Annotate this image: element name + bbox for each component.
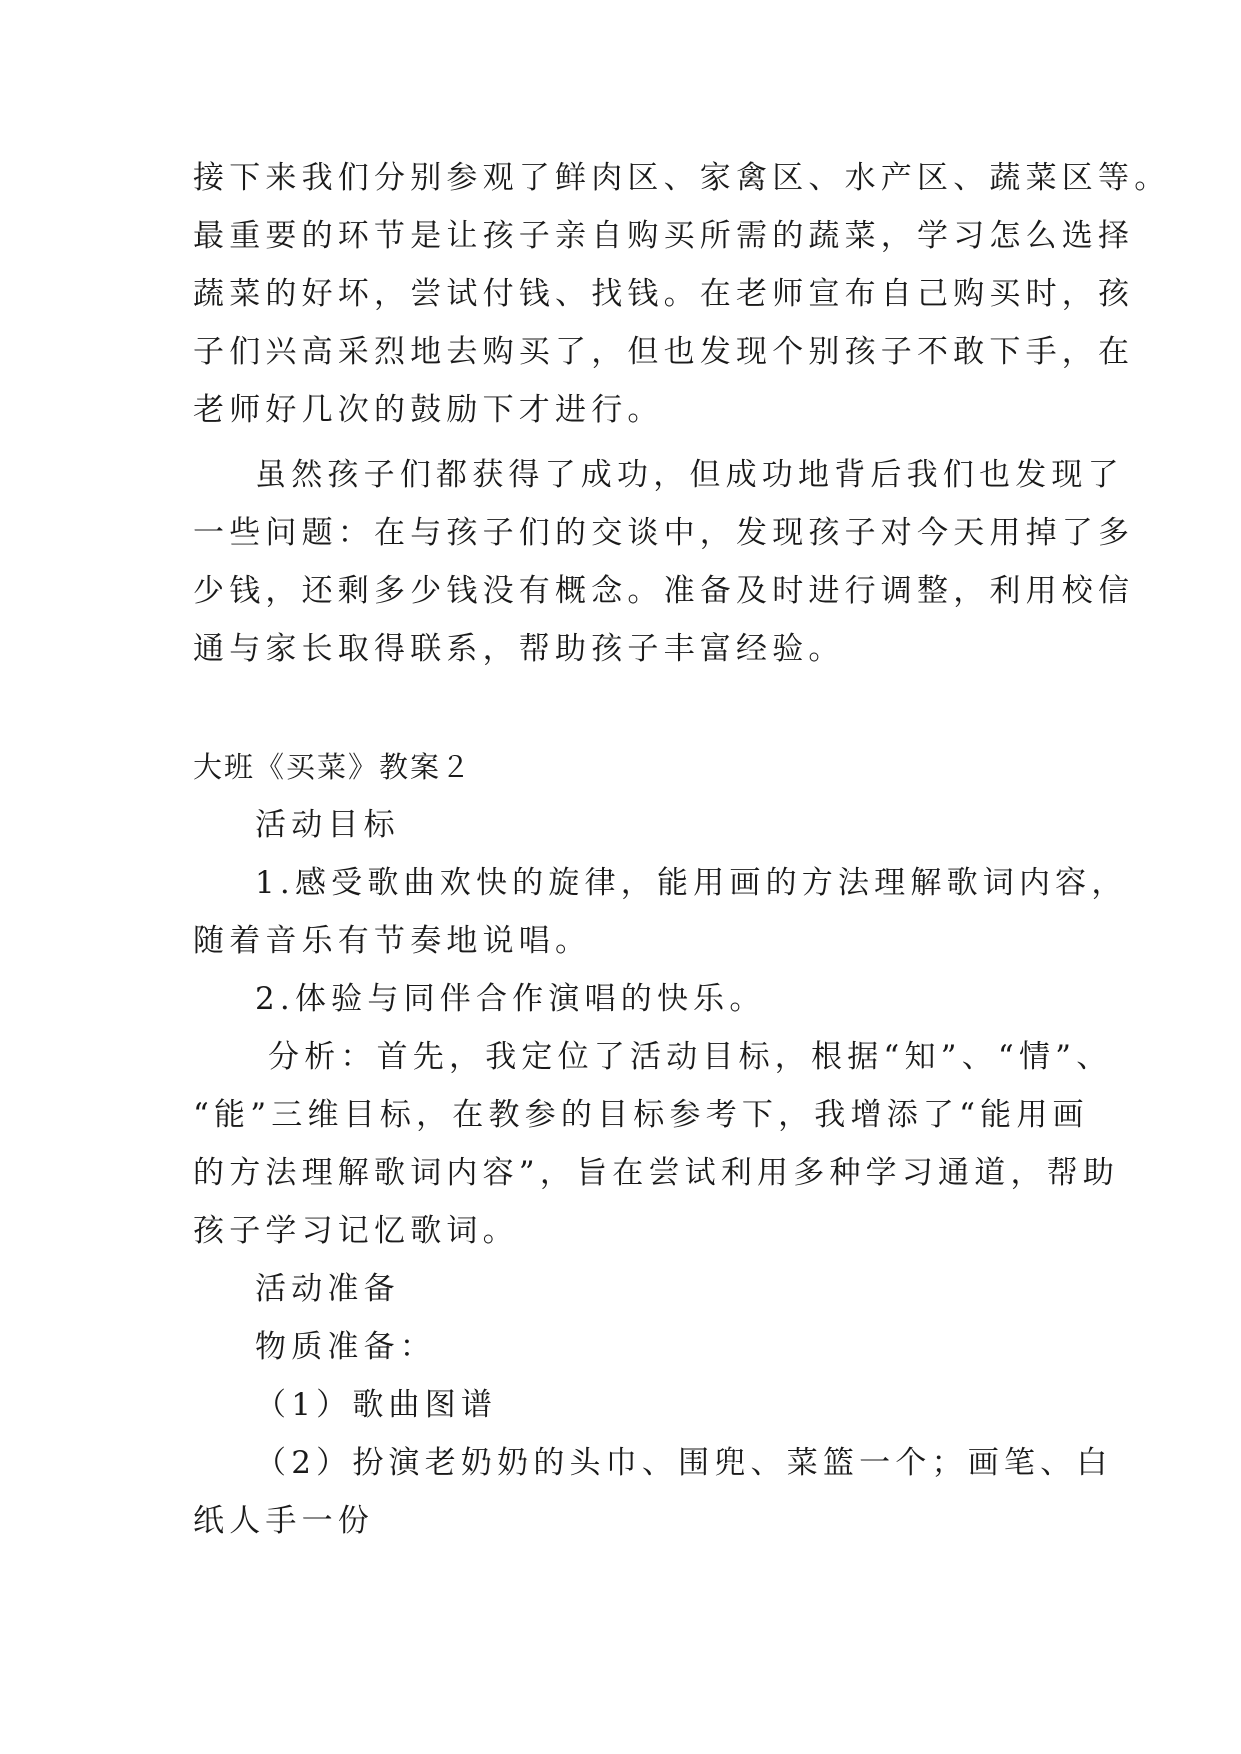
list-item: （1）歌曲图谱 <box>255 1387 498 1423</box>
paragraph-line: 老师好几次的鼓励下才进行。 <box>193 392 664 428</box>
paragraph-line: 的方法理解歌词内容”，旨在尝试利用多种学习通道，帮助 <box>193 1155 1120 1191</box>
paragraph-line: 虽然孩子们都获得了成功，但成功地背后我们也发现了 <box>255 457 1124 493</box>
list-item: 1.感受歌曲欢快的旋律，能用画的方法理解歌词内容， <box>255 865 1128 901</box>
paragraph-line: 子们兴高采烈地去购买了，但也发现个别孩子不敢下手，在 <box>193 334 1135 370</box>
section-title: 大班《买菜》教案２ <box>193 750 473 784</box>
paragraph-line: 接下来我们分别参观了鲜肉区、家禽区、水产区、蔬菜区等。 <box>193 160 1171 196</box>
paragraph-line: 纸人手一份 <box>193 1503 374 1539</box>
paragraph-line: 蔬菜的好坏，尝试付钱、找钱。在老师宣布自己购买时，孩 <box>193 276 1135 312</box>
paragraph-line: 一些问题：在与孩子们的交谈中，发现孩子对今天用掉了多 <box>193 515 1135 551</box>
paragraph-line: 物质准备： <box>255 1329 436 1365</box>
subheading: 活动目标 <box>255 807 400 843</box>
paragraph-line: 孩子学习记忆歌词。 <box>193 1213 519 1249</box>
paragraph-line: 最重要的环节是让孩子亲自购买所需的蔬菜，学习怎么选择 <box>193 218 1135 254</box>
paragraph-line: 少钱，还剩多少钱没有概念。准备及时进行调整，利用校信 <box>193 573 1135 609</box>
list-item: 2.体验与同伴合作演唱的快乐。 <box>255 981 766 1017</box>
paragraph-line: 随着音乐有节奏地说唱。 <box>193 923 592 959</box>
paragraph-line: 分析：首先，我定位了活动目标，根据“知”、“情”、 <box>268 1039 1113 1075</box>
list-item: （2）扮演老奶奶的头巾、围兜、菜篮一个；画笔、白 <box>255 1445 1113 1481</box>
paragraph-line: 通与家长取得联系，帮助孩子丰富经验。 <box>193 631 845 667</box>
paragraph-line: “能”三维目标，在教参的目标参考下，我增添了“能用画 <box>193 1097 1089 1133</box>
subheading: 活动准备 <box>255 1271 400 1307</box>
